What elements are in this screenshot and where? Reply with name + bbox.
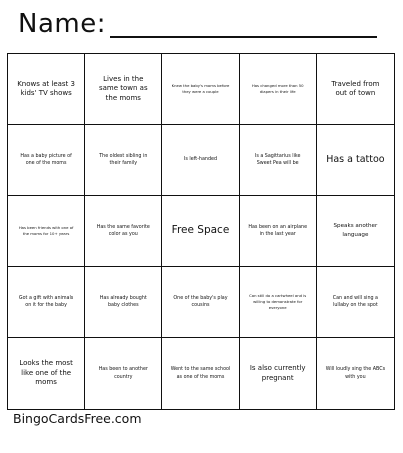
bingo-cell	[317, 338, 394, 409]
bingo-cell-text: Speaks another language	[333, 222, 378, 238]
bingo-cell	[240, 267, 317, 338]
bingo-cell-text: Is also currently pregnant	[249, 364, 306, 382]
bingo-cell-text: The oldest sibling in their family	[99, 153, 148, 166]
bingo-cell-text: Has a tattoo	[326, 154, 385, 166]
bingo-cell-text: Can and will sing a lullaby on the spot	[332, 295, 378, 308]
bingo-cell	[85, 125, 162, 196]
bingo-cell	[317, 267, 394, 338]
bingo-cell	[8, 125, 85, 196]
bingo-cell-text: Traveled from out of town	[331, 79, 380, 97]
bingo-cell-text: Has been friends with one of the moms for 10+ years	[18, 225, 74, 236]
bingo-cell	[162, 125, 239, 196]
bingo-cell-text: One of the baby's play cousins	[173, 295, 228, 308]
bingo-cell-text: Knew the baby's moms before they were a couple	[171, 83, 230, 94]
bingo-cell-text: Free Space	[171, 224, 230, 237]
bingo-cell	[162, 54, 239, 125]
bingo-cell-text: Has the same favorite color as you	[96, 224, 150, 237]
bingo-cell-text: Is left-handed	[183, 157, 217, 163]
bingo-cell-text: Has been to another country	[98, 367, 148, 380]
bingo-cell-text: Looks the most like one of the moms	[19, 359, 73, 387]
bingo-cell-text: Has a baby picture of one of the moms	[20, 153, 72, 166]
name-blank-line	[110, 36, 377, 38]
footer-site-name: BingoCardsFree.com	[13, 411, 142, 426]
bingo-cell-text: Has changed more than 50 diapers in their life	[251, 83, 304, 94]
bingo-cell	[85, 54, 162, 125]
bingo-cell-text: Knows at least 3 kids' TV shows	[17, 79, 75, 97]
bingo-cell	[162, 267, 239, 338]
name-label: Name:	[18, 9, 106, 39]
bingo-cell	[317, 125, 394, 196]
bingo-free-space	[162, 196, 239, 267]
bingo-cell-text: Can still do a cartwheel and is willing to demonstrate for everyone	[249, 293, 307, 310]
bingo-cell-text: Is a Sagittarius like Sweet Pea will be	[254, 153, 301, 166]
bingo-cell	[317, 196, 394, 267]
bingo-cell	[240, 196, 317, 267]
bingo-cell-text: Has already bought baby clothes	[99, 295, 147, 308]
bingo-cell	[162, 338, 239, 409]
bingo-cell	[85, 196, 162, 267]
bingo-cell	[8, 54, 85, 125]
bingo-cell-text: Got a gift with animals on it for the baby	[18, 295, 74, 308]
bingo-cell	[317, 54, 394, 125]
bingo-cell	[8, 338, 85, 409]
bingo-cell	[240, 125, 317, 196]
bingo-cell	[8, 267, 85, 338]
bingo-card	[7, 53, 395, 410]
bingo-cell	[85, 267, 162, 338]
bingo-cell-text: Went to the same school as one of the moms	[170, 367, 231, 380]
bingo-cell	[85, 338, 162, 409]
bingo-cell	[8, 196, 85, 267]
bingo-cell	[240, 338, 317, 409]
bingo-cell	[240, 54, 317, 125]
bingo-cell-text: Lives in the same town as the moms	[98, 74, 148, 102]
bingo-cell-text: Has been on an airplane in the last year	[248, 224, 308, 237]
bingo-cell-text: Will loudly sing the ABCs with you	[325, 367, 386, 380]
